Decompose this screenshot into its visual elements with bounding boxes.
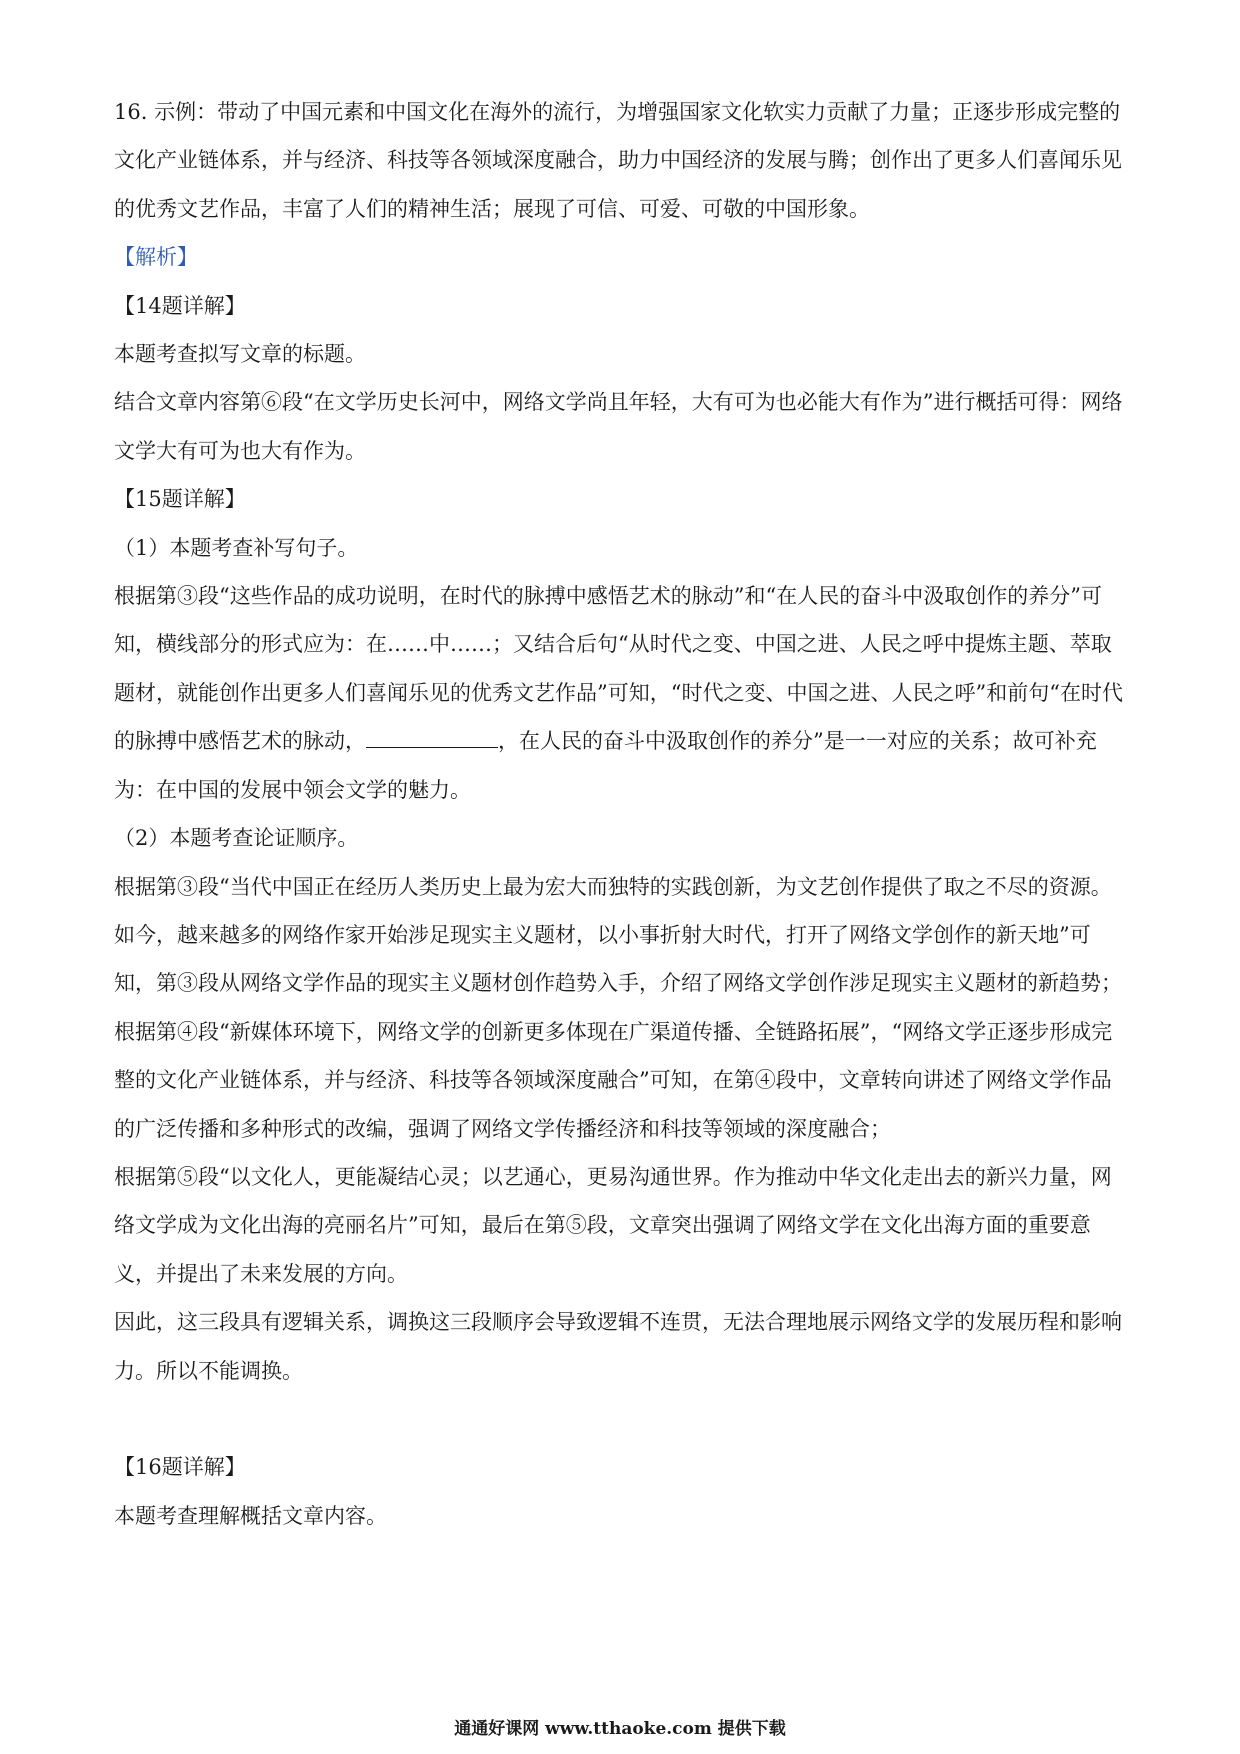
q14-paragraph-2: 结合文章内容第⑥段“在文学历史长河中，网络文学尚且年轻，大有可为也必能大有作为”进行概括可得：网络文学大有可为也大有作为。 bbox=[114, 390, 1123, 463]
heading-q16: 【16题详解】 bbox=[114, 1455, 246, 1480]
analysis-label: 【解析】 bbox=[114, 245, 198, 270]
heading-q14: 【14题详解】 bbox=[114, 293, 246, 318]
page-footer: 通通好课网 www.tthaoke.com 提供下载 bbox=[454, 1719, 786, 1739]
q16-paragraph-1: 本题考查理解概括文章内容。 bbox=[114, 1503, 387, 1528]
q15-conclusion: 因此，这三段具有逻辑关系，调换这三段顺序会导致逻辑不连贯，无法合理地展示网络文学的发展历程和影响力。所以不能调换。 bbox=[114, 1310, 1122, 1383]
q15-paragraph-3-analysis: 根据第③段“当代中国正在经历人类历史上最为宏大而独特的实践创新，为文艺创作提供了取之不尽的资源。如今，越来越多的网络作家开始涉足现实主义题材，以小事折射大时代，打开了网络文学创作的新天地”可知，第③段从网络文学作品的现实主义题材创作趋势入手，介绍了网络文学创作涉足现实主义题材的新趋势； bbox=[114, 874, 1122, 996]
spacer bbox=[114, 1395, 1124, 1443]
q14-paragraph-1: 本题考查拟写文章的标题。 bbox=[114, 342, 366, 367]
q15-fill-blank-explanation bbox=[114, 572, 1124, 814]
heading-q15: 【15题详解】 bbox=[114, 487, 246, 512]
fill-in-blank-line bbox=[366, 727, 498, 748]
q15-paragraph-5-analysis: 根据第⑤段“以文化人，更能凝结心灵；以艺通心，更易沟通世界。作为推动中华文化走出去的新兴力量，网络文学成为文化出海的亮丽名片”可知，最后在第⑤段，文章突出强调了网络文学在文化出海方面的重要意义，并提出了未来发展的方向。 bbox=[114, 1164, 1112, 1286]
answer-explanation-body bbox=[114, 88, 1124, 1540]
q15-fill-blank-text-before: 根据第③段“这些作品的成功说明，在时代的脉搏中感悟艺术的脉动”和“在人民的奋斗中汲取创作的养分”可知，横线部分的形式应为：在……中……；又结合后句“从时代之变、中国之进、人民之呼中提炼主题、萃取题材，就能创作出更多人们喜闻乐见的优秀文艺作品”可知，“时代之变、中国之进、人民之呼”和前句“在时代的脉搏中感悟艺术的脉动， bbox=[114, 584, 1123, 754]
q15-part-1-title: （1）本题考查补写句子。 bbox=[114, 535, 359, 560]
q15-part-2-title: （2）本题考查论证顺序。 bbox=[114, 826, 359, 851]
q15-fill-blank-text-after: ，在人民的奋斗中汲取创作的养分”是一一对应的关系；故可补充为：在中国的发展中领会文学的魅力。 bbox=[114, 729, 1097, 802]
q15-paragraph-4-analysis: 根据第④段“新媒体环境下，网络文学的创新更多体现在广渠道传播、全链路拓展”，“网络文学正逐步形成完整的文化产业链体系，并与经济、科技等各领域深度融合”可知，在第④段中，文章转向讲述了网络文学作品的广泛传播和多种形式的改编，强调了网络文学传播经济和科技等领域的深度融合； bbox=[114, 1019, 1113, 1141]
answer-16-example: 16. 示例：带动了中国元素和中国文化在海外的流行，为增强国家文化软实力贡献了力量；正逐步形成完整的文化产业链体系，并与经济、科技等各领域深度融合，助力中国经济的发展与腾；创作出了更多人们喜闻乐见的优秀文艺作品，丰富了人们的精神生活；展现了可信、可爱、可敬的中国形象。 bbox=[114, 100, 1122, 221]
